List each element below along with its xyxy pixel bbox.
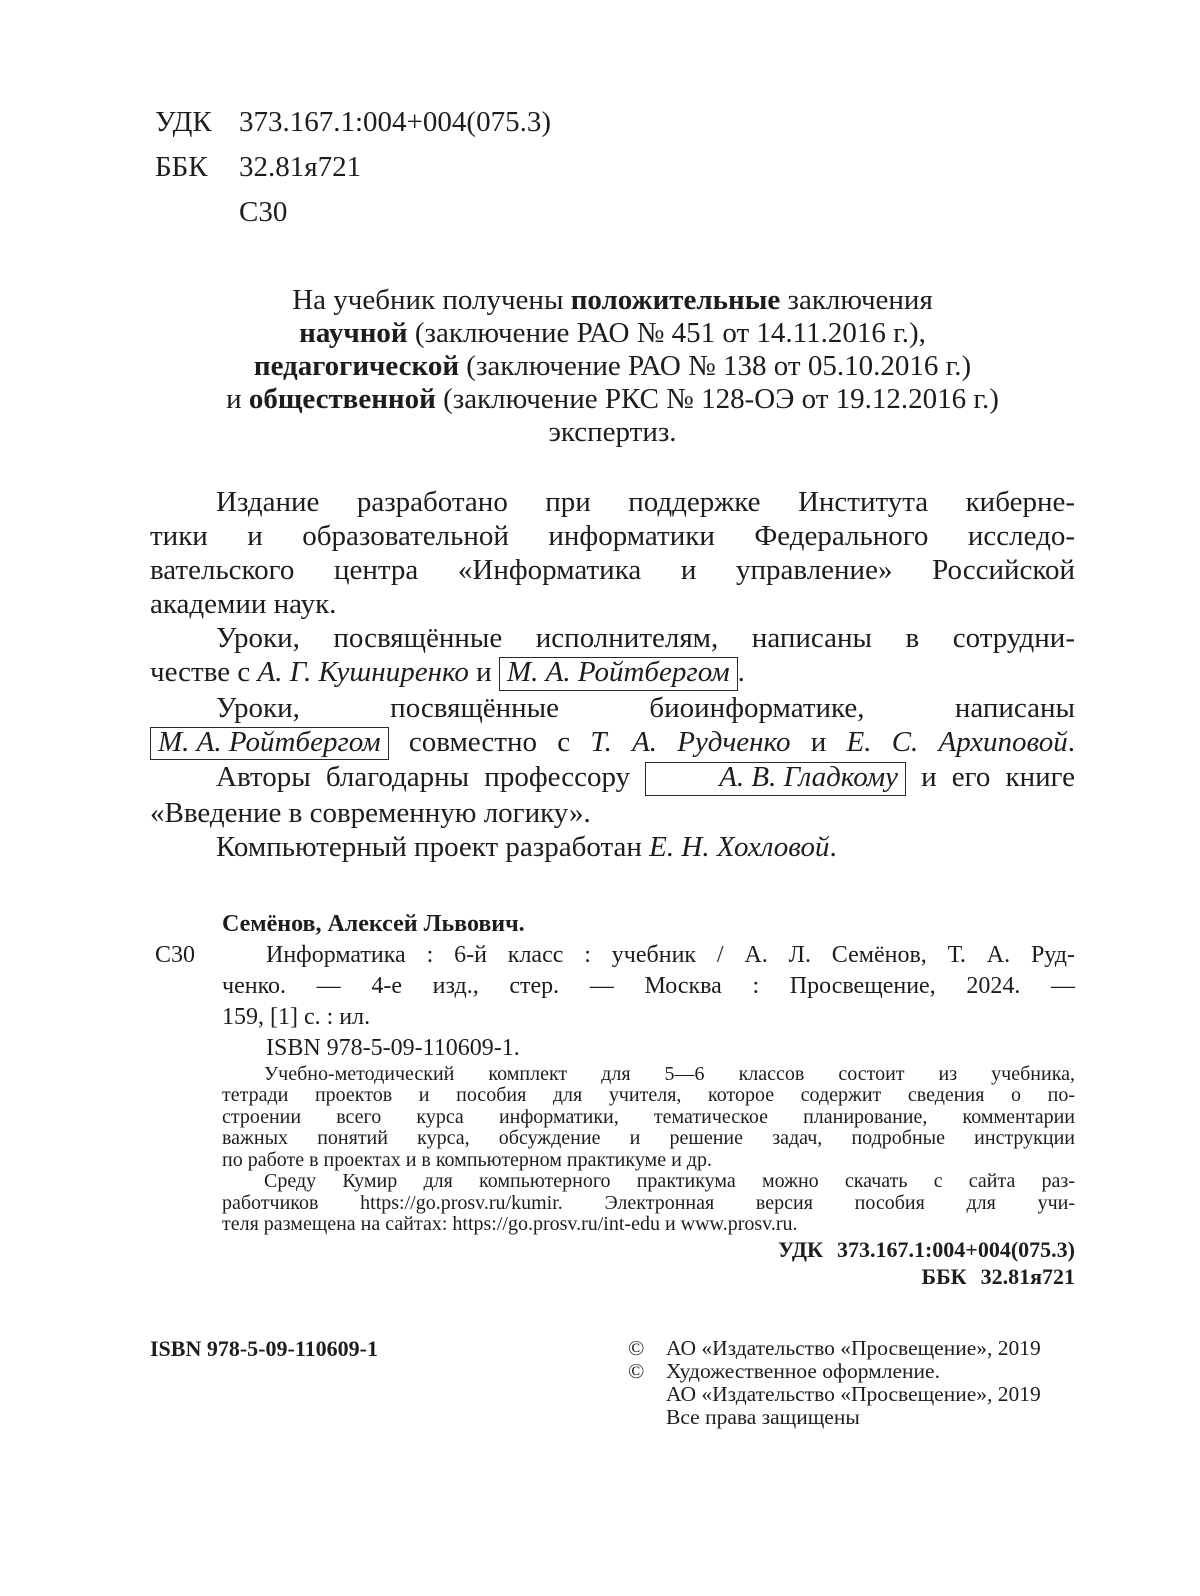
text-segment: Учебно-методический комплект для 5—6 классов состоит из учебника, (264, 1062, 1075, 1085)
text-line (222, 1002, 1075, 1033)
text-segment: педагогической (253, 350, 460, 382)
text-segment: Среду Кумир для компьютерного практикума можно скачать с сайта раз- (264, 1170, 1075, 1193)
text-segment: . (829, 830, 837, 863)
text-line (150, 485, 1075, 519)
text-line (628, 1360, 1075, 1383)
udk-right-label: УДК (777, 1236, 823, 1262)
text-line (150, 553, 1075, 587)
text-segment: тики и образовательной информатики Федерального исследо- (150, 520, 1075, 552)
text-line (150, 284, 1075, 317)
bbk-row (150, 145, 1075, 190)
text-segment: А. Г. Кушниренко (257, 656, 469, 688)
copyright-icon: © (628, 1335, 645, 1360)
text-line (150, 725, 1075, 761)
text-line (150, 830, 1075, 864)
annotation-small-print (222, 1064, 1075, 1236)
text-segment: ISBN 978-5-09-110609-1. (266, 1034, 520, 1061)
text-line (222, 1107, 1075, 1129)
text-segment: теля размещена на сайтах: https://go.prosv.ru/int-edu и www.prosv.ru. (222, 1213, 798, 1236)
text-segment: важных понятий курса, обсуждение и решение задач, подробные инструкции (222, 1127, 1075, 1150)
text-line (150, 350, 1075, 383)
text-segment: Е. С. Архиповой (846, 725, 1068, 758)
text-segment: «Введение в современную логику». (150, 796, 591, 829)
bbk-value: 32.81я721 (239, 151, 362, 183)
udk-value: 373.167.1:004+004(075.3) (239, 106, 551, 138)
author-code-row (150, 190, 1075, 235)
text-segment: работчиков https://go.prosv.ru/kumir. Электронная версия пособия для учи- (222, 1191, 1075, 1214)
text-segment: академии наук. (150, 588, 337, 620)
memorial-boxed-name: А. В. Гладкому (645, 762, 906, 796)
text-segment: честве с (150, 656, 258, 688)
text-segment: и (468, 656, 499, 688)
text-line (222, 1033, 1075, 1064)
memorial-boxed-name: М. А. Ройтбергом (499, 657, 738, 691)
text-segment: вательского центра «Информатика и управление» Российской (150, 554, 1075, 586)
text-line (222, 1193, 1075, 1215)
text-segment: Информатика : 6-й класс : учебник / А. Л. Семёнов, Т. А. Руд- (266, 941, 1075, 968)
copyright-block (628, 1337, 1075, 1429)
text-line (222, 1214, 1075, 1236)
text-line (150, 519, 1075, 553)
text-segment: . (1067, 725, 1075, 758)
text-line (150, 621, 1075, 655)
text-segment: Художественное оформление. (666, 1358, 940, 1383)
text-segment: (заключение РАО № 138 от 05.10.2016 г.) (459, 350, 972, 382)
udk-label: УДК (155, 106, 212, 138)
isbn-number: ISBN 978-5-09-110609-1 (150, 1335, 378, 1361)
udc-bbk-top-block (150, 100, 1075, 235)
text-line (222, 1171, 1075, 1193)
text-line (222, 1085, 1075, 1107)
text-line (150, 760, 1075, 796)
text-line (628, 1337, 1075, 1360)
udk-right-row (150, 1236, 1075, 1263)
text-segment: Т. А. Рудченко (590, 725, 791, 758)
text-line (150, 416, 1075, 449)
copyright-icon: © (628, 1358, 645, 1383)
text-segment: тетради проектов и пособия для учителя, которое содержит сведения о по- (222, 1084, 1075, 1107)
memorial-boxed-name: М. А. Ройтбергом (150, 727, 389, 761)
bottom-imprint-block (150, 1337, 1075, 1429)
text-segment: Авторы благодарны профессору (216, 761, 646, 794)
text-segment: по работе в проектах и в компьютерном практикуме и др. (222, 1148, 712, 1171)
text-segment: положительные (570, 284, 781, 316)
catalog-author-code: С30 (155, 941, 196, 968)
text-line (222, 971, 1075, 1002)
text-segment: совместно с (388, 725, 591, 758)
bbk-right-value: 32.81я721 (980, 1263, 1075, 1289)
text-line (222, 1150, 1075, 1172)
bbk-label: ББК (155, 151, 208, 183)
text-line (150, 317, 1075, 350)
catalog-entry-text (222, 909, 1075, 1064)
text-segment: АО «Издательство «Просвещение», 2019 (666, 1381, 1041, 1406)
text-line (150, 655, 1075, 691)
udk-row (150, 100, 1075, 145)
text-segment: 159, [1] с. : ил. (222, 1003, 371, 1030)
text-segment: (заключение РКС № 128-ОЭ от 19.12.2016 г.) (435, 383, 999, 415)
text-segment: Издание разработано при поддержке Института киберне- (216, 486, 1075, 518)
text-segment: Е. Н. Хохловой (649, 830, 830, 863)
text-segment: и его книге (906, 761, 1076, 794)
bbk-right-row (150, 1263, 1075, 1290)
text-segment: . (737, 656, 745, 688)
text-segment: экспертиз. (548, 416, 677, 448)
text-segment: заключения (780, 284, 933, 316)
text-line (628, 1383, 1075, 1406)
text-segment: (заключение РАО № 451 от 14.11.2016 г.), (407, 317, 926, 349)
catalog-entry (150, 909, 1075, 1064)
text-segment: Уроки, посвящённые биоинформатике, написаны (216, 691, 1075, 724)
text-line (150, 691, 1075, 725)
text-line (222, 1064, 1075, 1086)
expertise-statement (150, 284, 1075, 449)
text-segment: ченко. — 4-е изд., стер. — Москва : Просвещение, 2024. — (222, 972, 1075, 999)
text-line (222, 1128, 1075, 1150)
text-segment: АО «Издательство «Просвещение», 2019 (666, 1335, 1041, 1360)
text-segment: строении всего курса информатики, тематическое планирование, комментарии (222, 1105, 1075, 1128)
support-and-credits-paragraphs (150, 485, 1075, 864)
udk-right-value: 373.167.1:004+004(075.3) (836, 1236, 1075, 1262)
text-segment: Семёнов, Алексей Львович. (222, 910, 525, 937)
bbk-right-label: ББК (921, 1263, 967, 1289)
text-line (628, 1406, 1075, 1429)
text-segment: научной (299, 317, 408, 349)
text-segment: и (226, 383, 249, 415)
text-segment: На учебник получены (292, 284, 571, 316)
text-line (150, 587, 1075, 621)
text-segment: Все права защищены (666, 1404, 860, 1429)
udc-bbk-right-block (150, 1236, 1075, 1290)
text-segment: общественной (248, 383, 436, 415)
text-segment: Компьютерный проект разработан (216, 830, 650, 863)
text-line (222, 940, 1075, 971)
text-segment: Уроки, посвящённые исполнителям, написаны в сотрудни- (216, 622, 1075, 654)
author-code: С30 (239, 196, 288, 228)
text-line (150, 383, 1075, 416)
text-line (222, 909, 1075, 940)
text-segment: и (790, 725, 847, 758)
text-line (150, 796, 1075, 830)
